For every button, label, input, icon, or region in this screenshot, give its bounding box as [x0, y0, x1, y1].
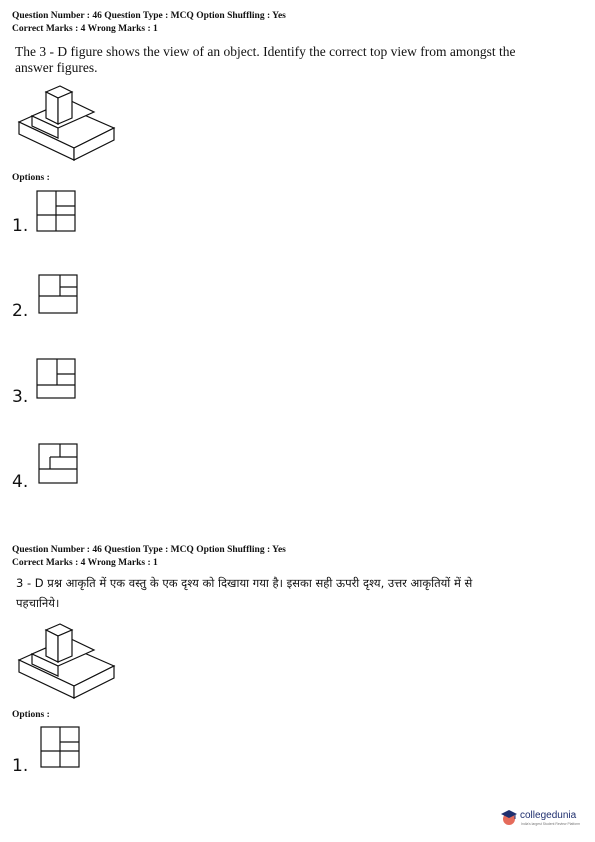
option-number[interactable]: 1.	[12, 216, 29, 236]
option-number[interactable]: 4.	[12, 472, 29, 492]
option-number[interactable]: 1.	[12, 756, 29, 776]
option-1-figure[interactable]	[36, 190, 76, 232]
option-2-figure[interactable]	[38, 274, 78, 314]
question-text-line1: The 3 - D figure shows the view of an object. Identify the correct top view from amongst the	[15, 44, 516, 59]
question-text-line1: 3 - D प्रश्न आकृति में एक वस्तु के एक दृश्य को दिखाया गया है। इसका सही ऊपरी दृश्य, उत्तर आकृतियों में से	[16, 576, 473, 590]
question-header-line2: Correct Marks : 4 Wrong Marks : 1	[12, 24, 158, 34]
3d-object-figure	[14, 82, 126, 164]
option-number[interactable]: 3.	[12, 387, 29, 407]
collegedunia-logo	[500, 806, 590, 830]
question-header-line2: Correct Marks : 4 Wrong Marks : 1	[12, 558, 158, 568]
question-header-line1: Question Number : 46 Question Type : MCQ Option Shuffling : Yes	[12, 11, 286, 21]
3d-object-figure	[14, 620, 126, 702]
options-label: Options :	[12, 173, 50, 183]
option-3-figure[interactable]	[36, 358, 76, 399]
option-1-figure[interactable]	[40, 726, 80, 768]
question-text-line2: answer figures.	[15, 60, 98, 75]
question-header-line1: Question Number : 46 Question Type : MCQ Option Shuffling : Yes	[12, 545, 286, 555]
question-text-line2: पहचानिये।	[16, 596, 60, 610]
graduation-cap-icon	[500, 808, 518, 826]
options-label: Options :	[12, 710, 50, 720]
brand-tagline: India's largest Student Review Platform	[521, 822, 581, 826]
option-number[interactable]: 2.	[12, 301, 29, 321]
option-4-figure[interactable]	[38, 443, 78, 484]
brand-name: collegedunia	[520, 810, 577, 821]
